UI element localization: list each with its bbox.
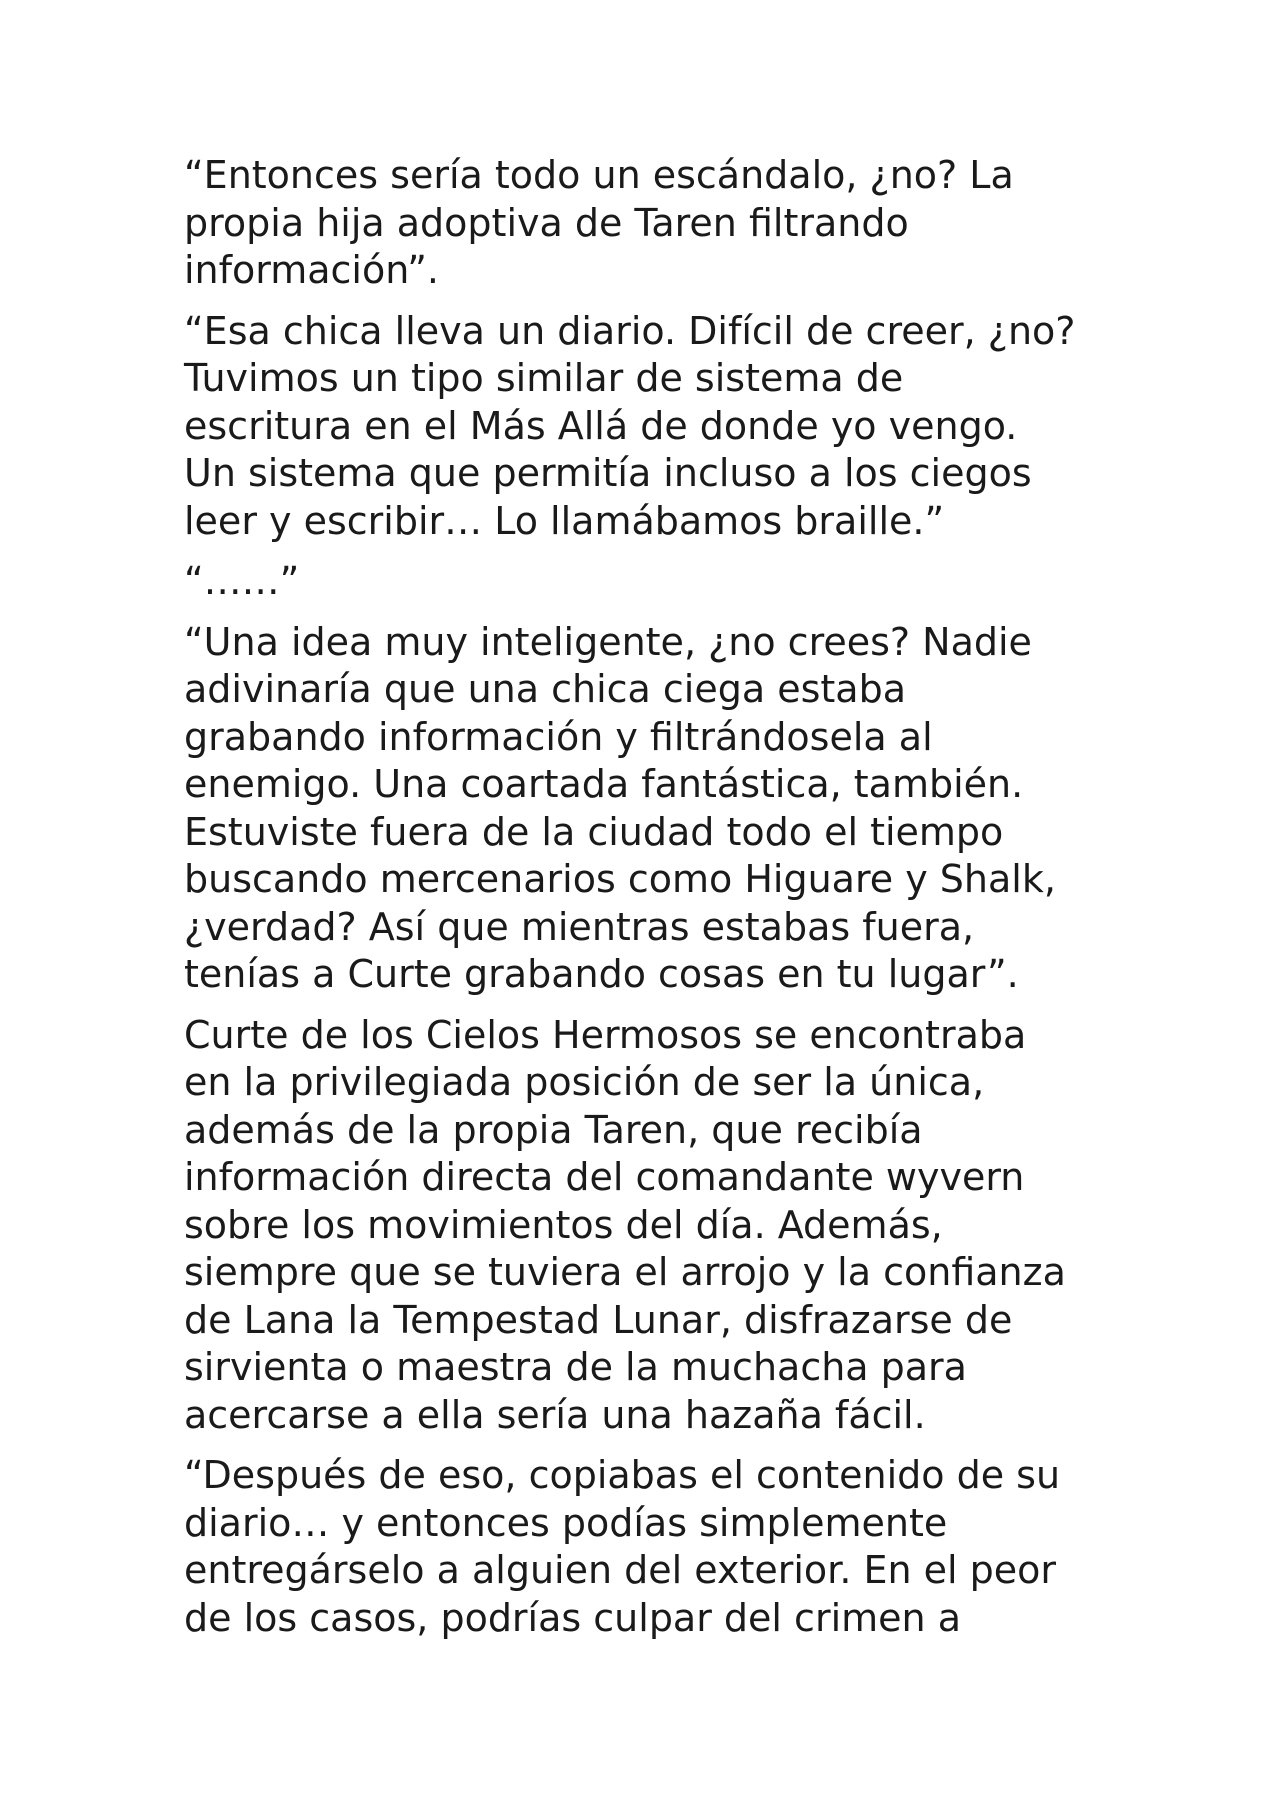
paragraph-6: “Después de eso, copiabas el contenido de su diario… y entonces podías simplemente entregárselo a alguien del exterior. En el peor de los casos, podrías culpar del crimen a <box>184 1453 1061 1640</box>
paragraph-4: “Una idea muy inteligente, ¿no crees? Nadie adivinaría que una chica ciega estaba grabando información y filtrándosela al enemigo. Una coartada fantástica, también. Estuviste fuera de la ciudad todo el tiempo buscando mercenarios como Higuare y Shalk, ¿verdad? Así que mientras estabas fuera, tenías a Curte grabando cosas en tu lugar”. <box>184 619 1056 996</box>
paragraph-5: Curte de los Cielos Hermosos se encontraba en la privilegiada posición de ser la única, además de la propia Taren, que recibía información directa del comandante wyvern sobre los movimientos del día. Además, siempre que se tuviera el arrojo y la confianza de Lana la Tempestad Lunar, disfrazarse de sirvienta o maestra de la muchacha para acercarse a ella sería una hazaña fácil. <box>184 1012 1066 1437</box>
paragraph-2: “Esa chica lleva un diario. Difícil de creer, ¿no? Tuvimos un tipo similar de sistema de escritura en el Más Allá de donde yo vengo. Un sistema que permitía incluso a los ciegos leer y escribir… Lo llamábamos braille.” <box>184 308 1076 543</box>
paragraph-1: “Entonces sería todo un escándalo, ¿no? La propia hija adoptiva de Taren filtrando información”. <box>184 153 1014 292</box>
paragraph-3: “……” <box>184 559 300 603</box>
body-text <box>184 152 1104 1655</box>
